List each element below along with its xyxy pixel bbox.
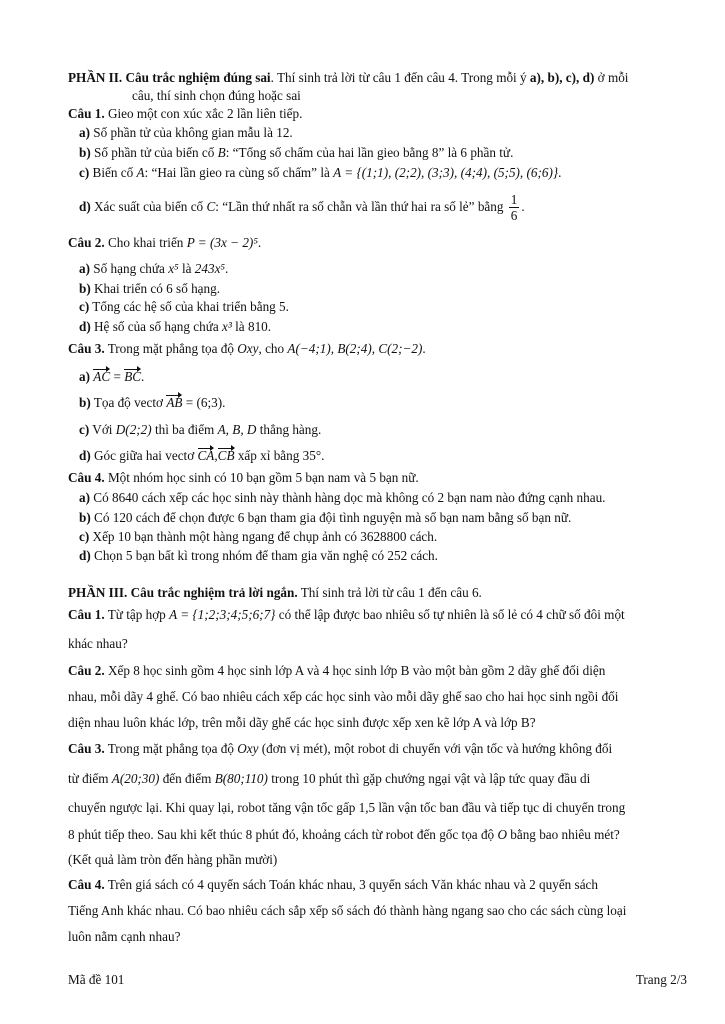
vector-ab: AB <box>166 395 183 410</box>
vector-ca: CA <box>197 448 215 463</box>
part2-q1: Câu 1. Gieo một con xúc xắc 2 lần liên tiếp. <box>68 106 303 121</box>
part2-q3-c: c) Với D(2;2) thì ba điểm A, B, D thẳng hàng. <box>79 422 322 437</box>
part3-q3-line4: 8 phút tiếp theo. Sau khi kết thúc 8 phút đó, khoảng cách từ robot đến gốc tọa độ O bằng bao nhiêu mét? <box>68 827 620 842</box>
part2-intro-line2: câu, thí sinh chọn đúng hoặc sai <box>132 88 301 103</box>
part2-q1-c: c) Biến cố A: “Hai lần gieo ra cùng số chấm” là A = {(1;1), (2;2), (3;3), (4;4), (5;5), (6;6)}. <box>79 165 562 180</box>
part2-q4-d: d) Chọn 5 bạn bất kì trong nhóm để tham gia văn nghệ có 252 cách. <box>79 548 438 563</box>
part3-q4-line3: luôn nằm cạnh nhau? <box>68 929 181 944</box>
part3-heading: PHẦN III. Câu trắc nghiệm trả lời ngắn. <box>68 585 298 600</box>
part2-q2-d: d) Hệ số của số hạng chứa x³ là 810. <box>79 319 272 334</box>
part2-q4-a: a) Có 8640 cách xếp các học sinh này thành hàng dọc mà không có 2 bạn nam nào đứng cạnh nhau. <box>79 490 606 505</box>
exam-code: Mã đề 101 <box>68 972 125 987</box>
part2-q2-c: c) Tổng các hệ số của khai triển bằng 5. <box>79 299 289 314</box>
part3-q3-line5: (Kết quả làm tròn đến hàng phần mười) <box>68 852 278 867</box>
part2-heading: PHẦN II. Câu trắc nghiệm đúng sai <box>68 70 271 85</box>
vector-ac: AC <box>93 369 111 384</box>
vector-bc: BC <box>124 369 142 384</box>
part2-q3-d: d) Góc giữa hai vectơ CA,CB xấp xỉ bằng 35°. <box>79 448 325 463</box>
part3-q4: Câu 4. Trên giá sách có 4 quyển sách Toán khác nhau, 3 quyển sách Văn khác nhau và 2 quyển sách <box>68 877 598 892</box>
part2-q4: Câu 4. Một nhóm học sinh có 10 bạn gồm 5 bạn nam và 5 bạn nữ. <box>68 470 419 485</box>
page-number: Trang 2/3 <box>635 972 687 987</box>
part2-q1-a: a) Số phần tử của không gian mẫu là 12. <box>79 125 293 140</box>
part2-q4-c: c) Xếp 10 bạn thành một hàng ngang để chụp ảnh có 3628800 cách. <box>79 529 438 544</box>
part2-q1-b: b) Số phần tử của biến cố B: “Tổng số chấm của hai lần gieo bằng 8” là 6 phần tử. <box>79 145 514 160</box>
part2-intro: PHẦN II. Câu trắc nghiệm đúng sai. Thí sinh trả lời từ câu 1 đến câu 4. Trong mỗi ý a), b), c), d) ở mỗi <box>68 70 629 85</box>
part2-q4-b: b) Có 120 cách để chọn được 6 bạn tham gia đội tình nguyện mà số bạn nam bằng số bạn nữ. <box>79 510 572 525</box>
part2-q3-a: a) AC = BC. <box>79 369 145 384</box>
part2-q2-b: b) Khai triển có 6 số hạng. <box>79 281 221 296</box>
part3-q1-line2: khác nhau? <box>68 636 128 651</box>
part3-q2: Câu 2. Xếp 8 học sinh gồm 4 học sinh lớp A và 4 học sinh lớp B vào một bàn gồm 2 dãy ghế đối diện <box>68 663 606 678</box>
part2-q1-d: d) Xác suất của biến cố C: “Lần thứ nhất ra số chẵn và lần thứ hai ra số lẻ” bằng $\frac{1}{6}$ . <box>79 192 525 224</box>
part3-q3: Câu 3. Trong mặt phẳng tọa độ Oxy (đơn vị mét), một robot di chuyển với vận tốc và hướng không đổi <box>68 741 613 756</box>
part3-q2-line3: diện nhau luôn khác lớp, trên mỗi dãy ghế các học sinh được xếp xen kẽ lớp A và lớp B? <box>68 715 536 730</box>
part3-q4-line2: Tiếng Anh khác nhau. Có bao nhiêu cách sắp xếp số sách đó thành hàng ngang sao cho các sách cùng loại <box>68 903 627 918</box>
part3-q2-line2: nhau, mỗi dãy 4 ghế. Có bao nhiêu cách xếp các học sinh vào mỗi dãy ghế sao cho hai học sinh ngồi đối <box>68 689 619 704</box>
part3-intro: PHẦN III. Câu trắc nghiệm trả lời ngắn. Thí sinh trả lời từ câu 1 đến câu 6. <box>68 585 482 600</box>
part2-q3-b: b) Tọa độ vectơ AB = (6;3). <box>79 395 226 410</box>
part2-q2: Câu 2. Cho khai triển P = (3x − 2)⁵. <box>68 235 262 250</box>
vector-cb: CB <box>217 448 235 463</box>
probability-fraction: $\frac{1}{6}$ <box>510 192 518 224</box>
part3-q3-line2: từ điểm A(20;30) đến điểm B(80;110) trong 10 phút thì gặp chướng ngại vật và lập tức quay đầu di <box>68 771 591 786</box>
part3-q1: Câu 1. Từ tập hợp A = {1;2;3;4;5;6;7} có thể lập được bao nhiêu số tự nhiên là số lẻ có 4 chữ số đôi một <box>68 607 625 622</box>
part3-q3-line3: chuyển ngược lại. Khi quay lại, robot tăng vận tốc gấp 1,5 lần vận tốc ban đầu và tiếp tục di chuyển trong <box>68 800 626 815</box>
part2-q2-a: a) Số hạng chứa x⁵ là 243x⁵. <box>79 261 229 276</box>
part2-q3: Câu 3. Trong mặt phẳng tọa độ Oxy, cho A(−4;1), B(2;4), C(2;−2). <box>68 341 426 356</box>
